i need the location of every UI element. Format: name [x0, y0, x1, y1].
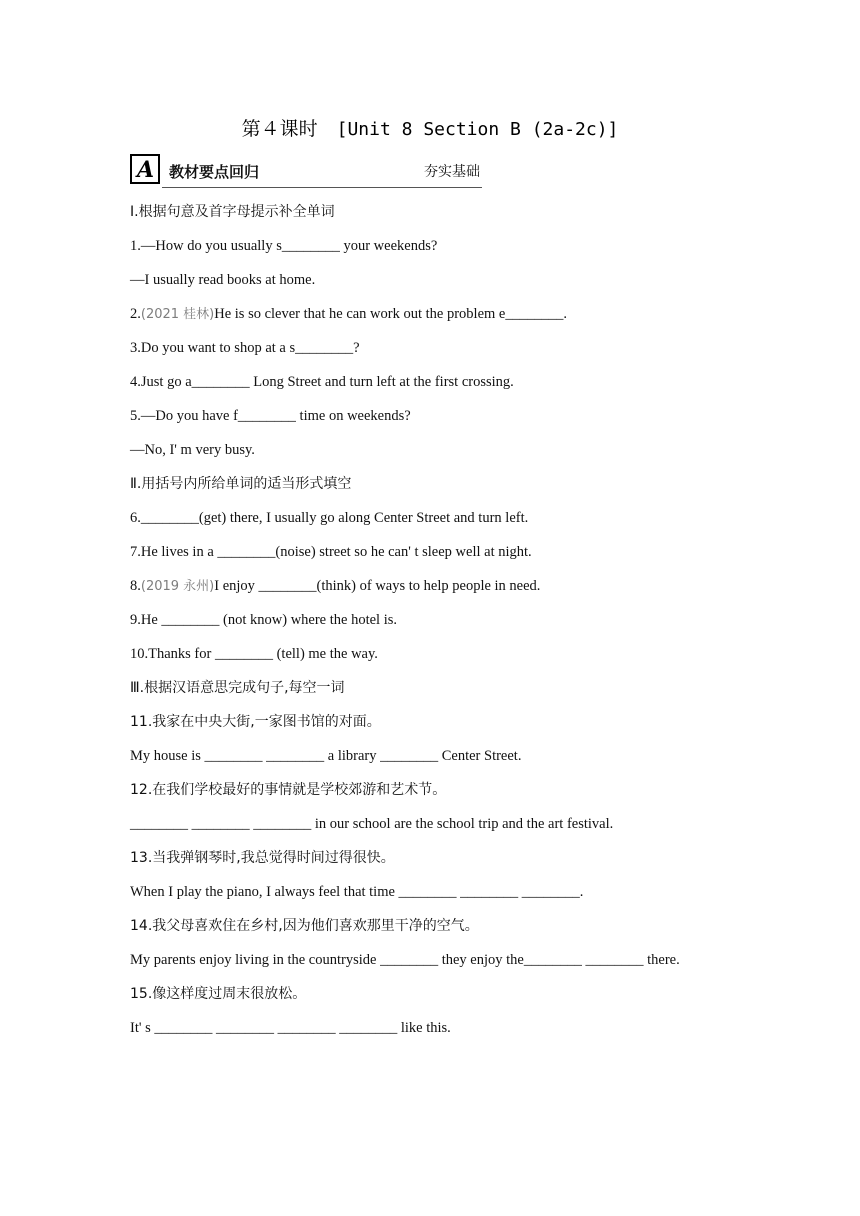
- question-11-english: My house is ________ ________ a library ________ Center Street.: [130, 748, 522, 764]
- question-13-chinese: 13.当我弹钢琴时,我总觉得时间过得很快。: [130, 850, 395, 866]
- question-4: 4.Just go a________ Long Street and turn left at the first crossing.: [130, 374, 514, 390]
- question-8-number: 8.: [130, 578, 141, 594]
- page-title: [0, 114, 860, 141]
- question-14-english: My parents enjoy living in the countryside ________ they enjoy the________ ________ there.: [130, 952, 680, 968]
- section-3-heading: Ⅲ.根据汉语意思完成句子,每空一词: [130, 680, 345, 696]
- question-10: 10.Thanks for ________ (tell) me the way.: [130, 646, 378, 662]
- question-8-source: (2019 永州): [140, 579, 215, 594]
- question-5-line-1: 5.—Do you have f________ time on weekends?: [130, 408, 411, 424]
- question-2-text: He is so clever that he can work out the problem e________.: [214, 306, 567, 322]
- question-5-line-2: —No, I' m very busy.: [130, 442, 255, 458]
- question-6: 6.________(get) there, I usually go along Center Street and turn left.: [130, 510, 529, 526]
- question-11-chinese: 11.我家在中央大街,一家图书馆的对面。: [130, 714, 381, 730]
- question-15-english: It' s ________ ________ ________ ________ like this.: [130, 1020, 451, 1036]
- question-2-number: 2.: [130, 306, 141, 322]
- question-9: 9.He ________ (not know) where the hotel is.: [130, 612, 397, 628]
- question-12-english: ________ ________ ________ in our school are the school trip and the art festival.: [130, 816, 614, 832]
- question-3: 3.Do you want to shop at a s________?: [130, 340, 360, 356]
- title-lesson: 第４课时: [241, 118, 318, 140]
- section-1-heading: Ⅰ.根据句意及首字母提示补全单词: [130, 204, 335, 220]
- title-unit: [Unit 8 Section B (2a-2c)]: [336, 119, 619, 140]
- question-2: [130, 300, 750, 334]
- section-2-heading: Ⅱ.用括号内所给单词的适当形式填空: [130, 476, 352, 492]
- question-12-chinese: 12.在我们学校最好的事情就是学校郊游和艺术节。: [130, 782, 447, 798]
- question-14-chinese: 14.我父母喜欢住在乡村,因为他们喜欢那里干净的空气。: [130, 918, 479, 934]
- banner-divider: [162, 187, 482, 188]
- banner-label: 教材要点回归: [169, 163, 260, 181]
- question-2-source: (2021 桂林): [140, 307, 215, 322]
- question-13-english: When I play the piano, I always feel that time ________ ________ ________.: [130, 884, 584, 900]
- question-15-chinese: 15.像这样度过周末很放松。: [130, 986, 307, 1002]
- question-8: [130, 572, 750, 606]
- question-1-line-2: —I usually read books at home.: [130, 272, 316, 288]
- question-1-line-1: 1.—How do you usually s________ your weekends?: [130, 238, 438, 254]
- question-7: 7.He lives in a ________(noise) street so he can' t sleep well at night.: [130, 544, 532, 560]
- banner-badge-letter: A: [137, 157, 155, 183]
- exercise-content: [130, 198, 750, 1048]
- banner-right-label: 夯实基础: [424, 164, 480, 180]
- banner-badge: [130, 154, 160, 184]
- section-banner: [130, 154, 482, 188]
- question-8-text: I enjoy ________(think) of ways to help people in need.: [214, 578, 541, 594]
